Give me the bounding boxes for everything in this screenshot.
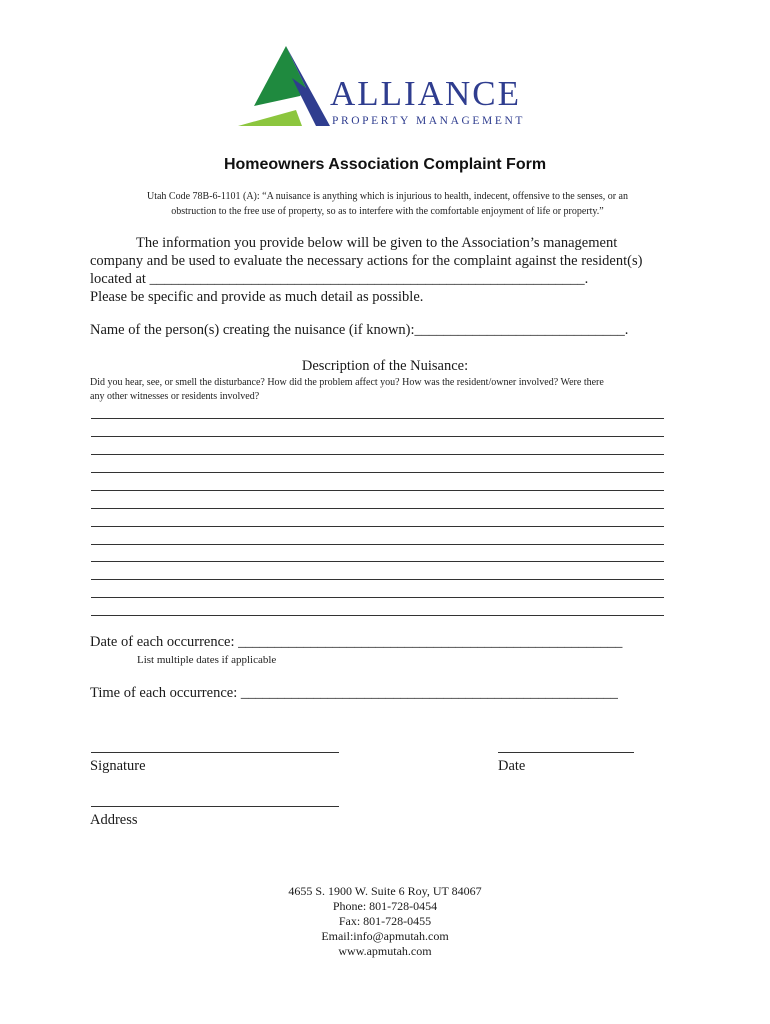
logo-wordmark: ALLIANCE <box>330 74 521 113</box>
footer-phone: Phone: 801-728-0454 <box>332 899 438 913</box>
description-line[interactable] <box>91 615 664 616</box>
description-question-line-2: any other witnesses or residents involved? <box>90 391 260 402</box>
description-line[interactable] <box>91 508 664 509</box>
address-line[interactable] <box>91 806 339 807</box>
description-question-line-1: Did you hear, see, or smell the disturbance? How did the problem affect you? How was the resident/owner involved? Were there <box>90 377 604 388</box>
description-line[interactable] <box>91 526 664 527</box>
occurrence-date-hint: List multiple dates if applicable <box>137 654 277 666</box>
footer-email[interactable]: Email:info@apmutah.com <box>321 929 449 943</box>
date-line[interactable] <box>498 752 634 753</box>
description-line[interactable] <box>91 454 664 455</box>
signature-label: Signature <box>90 758 146 774</box>
logo-subtitle: PROPERTY MANAGEMENT <box>332 115 525 127</box>
company-contact-footer <box>0 884 770 959</box>
description-line[interactable] <box>91 579 664 580</box>
description-line[interactable] <box>91 418 664 419</box>
intro-line-2: company and be used to evaluate the necessary actions for the complaint against the resident(s) <box>90 253 643 269</box>
signature-line[interactable] <box>91 752 339 753</box>
intro-line-4: Please be specific and provide as much detail as possible. <box>90 289 424 305</box>
utah-code-quote <box>100 189 675 219</box>
nuisance-person-name-field[interactable]: Name of the person(s) creating the nuisance (if known):_____________________________. <box>90 322 629 338</box>
description-question <box>90 376 690 404</box>
description-heading: Description of the Nuisance: <box>301 358 469 374</box>
utah-code-line-2: obstruction to the free use of property, so as to interfere with the comfortable enjoyment of life or property.” <box>171 206 604 217</box>
logo-light-green-triangle <box>238 110 302 126</box>
footer-website[interactable]: www.apmutah.com <box>338 944 432 958</box>
description-line[interactable] <box>91 544 664 545</box>
address-label: Address <box>90 812 138 828</box>
intro-line-1: The information you provide below will be given to the Association’s management <box>136 235 618 251</box>
footer-fax: Fax: 801-728-0455 <box>338 914 432 928</box>
description-line[interactable] <box>91 561 664 562</box>
date-label: Date <box>498 758 526 774</box>
description-line[interactable] <box>91 436 664 437</box>
intro-paragraph <box>90 234 690 306</box>
logo-dark-green-triangle <box>254 46 306 106</box>
description-line[interactable] <box>91 472 664 473</box>
description-line[interactable] <box>91 490 664 491</box>
form-title: Homeowners Association Complaint Form <box>223 156 547 173</box>
utah-code-line-1: Utah Code 78B-6-1101 (A): “A nuisance is anything which is injurious to health, indecent, offensive to the senses, or an <box>146 191 628 202</box>
occurrence-time-field[interactable]: Time of each occurrence: ____________________________________________________ <box>90 685 618 701</box>
footer-address: 4655 S. 1900 W. Suite 6 Roy, UT 84067 <box>288 884 482 898</box>
description-line[interactable] <box>91 597 664 598</box>
occurrence-date-field[interactable]: Date of each occurrence: _____________________________________________________ <box>90 634 623 650</box>
located-at-field[interactable]: located at ____________________________________________________________. <box>90 271 589 287</box>
